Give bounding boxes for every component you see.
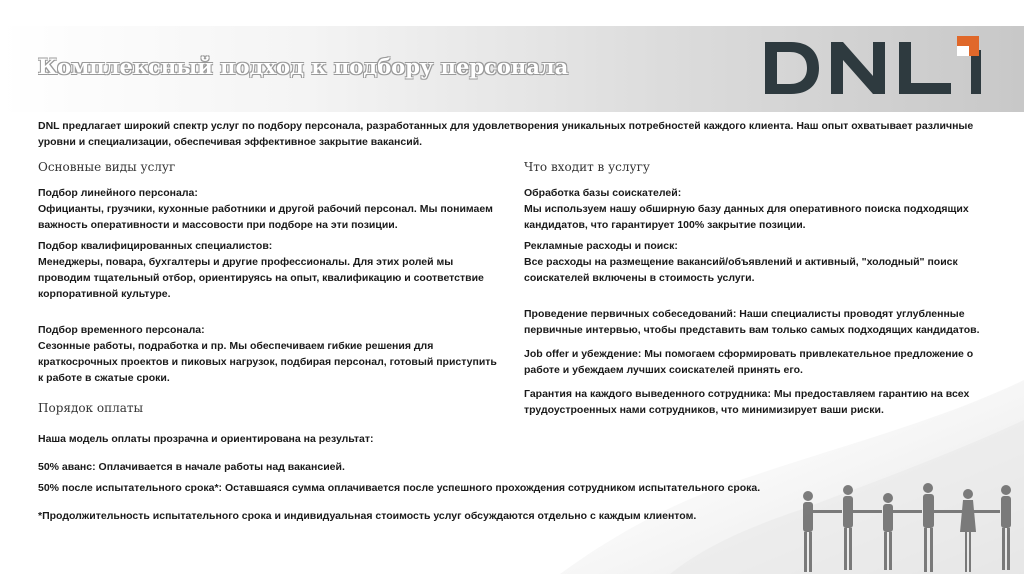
left-item-3	[38, 322, 498, 386]
left-item-1-text: Официанты, грузчики, кухонные работники и другой рабочий персонал. Мы понимаем важность оперативности и массовости при подборе на эти позиции.	[38, 203, 493, 231]
left-item-2-text: Менеджеры, повара, бухгалтеры и другие профессионалы. Для этих ролей мы проводим тщательный отбор, ориентируясь на опыт, квалификацию и соответствие корпоративной культуре.	[38, 256, 484, 300]
right-item-2	[524, 238, 984, 286]
intro-text: DNL предлагает широкий спектр услуг по подбору персонала, разработанных для удовлетворения уникальных потребностей каждого клиента. Наш опыт охватывает различные уровни и специализации, обеспечивая эффективное закрытие вакансий.	[38, 120, 974, 148]
payment-after-probation: 50% после испытательного срока*: Оставшаяся сумма оплачивается после успешного прохождения сотрудником испытательного срока.	[38, 482, 761, 494]
left-item-1	[38, 185, 498, 233]
right-item-2-title: Рекламные расходы и поиск:	[524, 240, 678, 252]
left-item-3-title: Подбор временного персонала:	[38, 324, 205, 336]
right-section-heading: Что входит в услугу	[524, 160, 650, 174]
right-item-4-text: Job offer и убеждение: Мы помогаем сформировать привлекательное предложение о работе и убеждаем лучших соискателей принять его.	[524, 348, 974, 376]
people-silhouettes-image	[760, 480, 1024, 574]
right-item-2-text: Все расходы на размещение вакансий/объявлений и активный, "холодный" поиск соискателей включены в стоимость услуги.	[524, 256, 958, 284]
right-item-5-text: Гарантия на каждого выведенного сотрудника: Мы предоставляем гарантию на всех трудоустроенных нами сотрудников, что минимизирует ваши риски.	[524, 388, 970, 416]
right-item-1-title: Обработка базы соискателей:	[524, 187, 682, 199]
right-item-1	[524, 185, 984, 233]
slide-title: Комплексный подход к подбору персонала	[38, 54, 569, 79]
right-item-3-text: Проведение первичных собеседований: Наши специалисты проводят углубленные первичные интервью, чтобы представить вам только самых подходящих кандидатов.	[524, 308, 980, 336]
right-item-1-text: Мы используем нашу обширную базу данных для оперативного поиска подходящих кандидатов, что гарантирует 100% закрытие позиции.	[524, 203, 969, 231]
left-section-heading: Основные виды услуг	[38, 160, 176, 174]
left-item-2-title: Подбор квалифицированных специалистов:	[38, 240, 273, 252]
left-item-1-title: Подбор линейного персонала:	[38, 187, 198, 199]
right-item-3	[524, 306, 984, 338]
left-item-3-text: Сезонные работы, подработка и пр. Мы обеспечиваем гибкие решения для краткосрочных проектов и пиковых нагрузок, подбирая персонал, готовый приступить к работе в сжатые сроки.	[38, 340, 497, 384]
payment-advance: 50% аванс: Оплачивается в начале работы над вакансией.	[38, 461, 345, 473]
dnl-logo	[765, 36, 987, 98]
payment-footnote: *Продолжительность испытательного срока и индивидуальная стоимость услуг обсуждаются отдельно с каждым клиентом.	[38, 510, 697, 522]
payment-section-heading: Порядок оплаты	[38, 401, 144, 415]
left-item-2	[38, 238, 498, 302]
payment-intro: Наша модель оплаты прозрачна и ориентирована на результат:	[38, 433, 374, 445]
